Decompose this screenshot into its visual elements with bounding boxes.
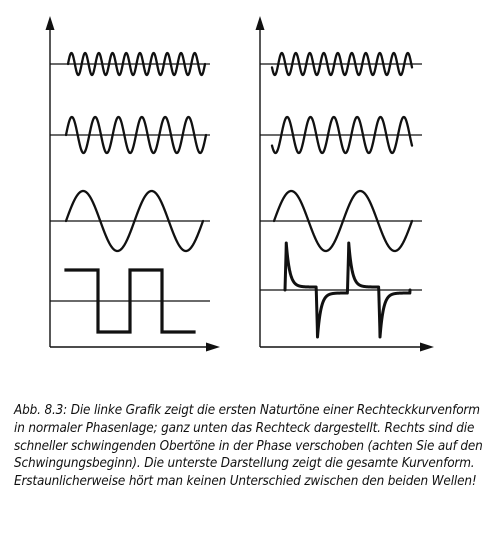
left-panel [46, 16, 221, 352]
figure-caption: Abb. 8.3: Die linke Grafik zeigt die ersten Naturtöne einer Rechteckkurvenform in normaler Phasenlage; ganz unten das Rechteck dargestellt. Rechts sind die schneller schwingenden Obertöne in der Phase verschoben (achten Sie auf den Schwingungsbeginn). Die unterste Darstellung zeigt die gesamte Kurvenform. Erstaunlicherweise hört man keinen Unterschied zwischen den beiden Wellen! [14, 403, 483, 490]
right-overtone-high-wave [272, 53, 412, 75]
right-y-axis-arrow-icon [256, 16, 265, 30]
left-overtone-high-wave [68, 53, 205, 75]
left-x-axis-arrow-icon [206, 343, 220, 352]
right-panel [256, 16, 435, 352]
left-y-axis-arrow-icon [46, 16, 55, 30]
right-x-axis-arrow-icon [420, 343, 434, 352]
